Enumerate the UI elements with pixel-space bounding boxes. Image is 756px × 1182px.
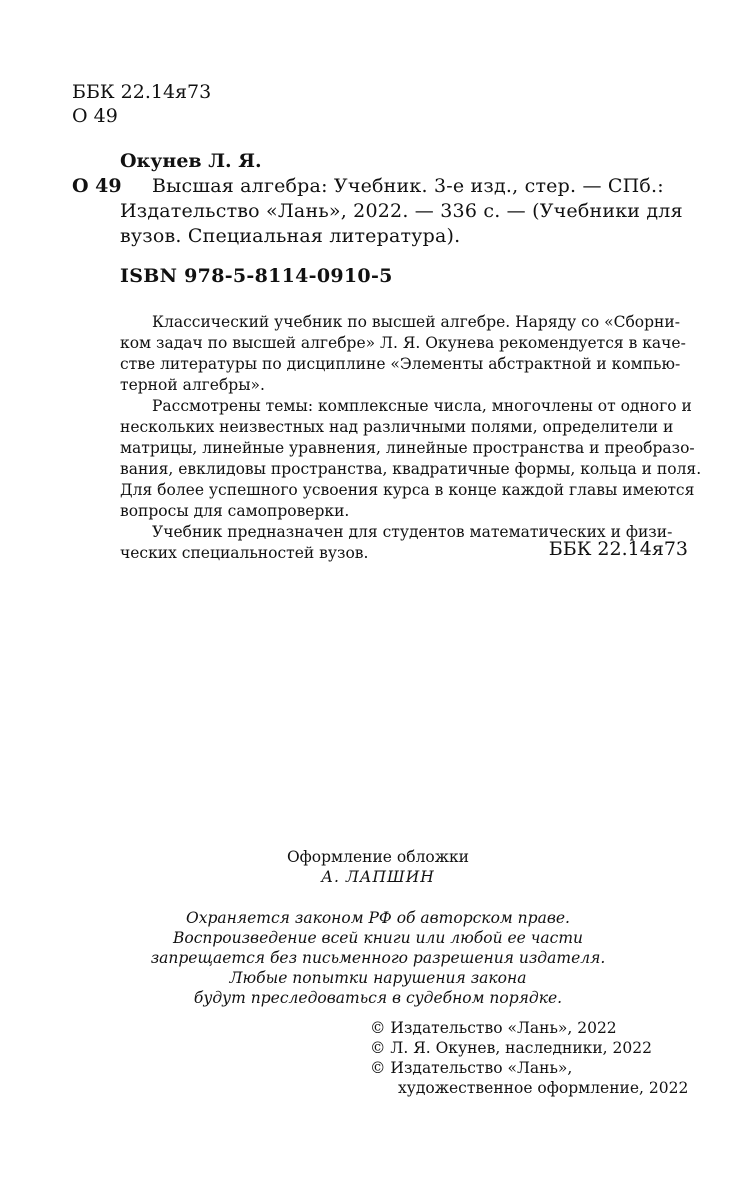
annotation-line: ком задач по высшей алгебре» Л. Я. Окунева рекомендуется в каче- [120, 334, 686, 352]
annotation-line: Для более успешного усвоения курса в конце каждой главы имеются [120, 481, 695, 499]
annotation-line: Рассмотрены темы: комплексные числа, многочлены от одного и [152, 397, 692, 415]
copyright-line: © Издательство «Лань», 2022 [370, 1019, 617, 1037]
annotation-line: стве литературы по дисциплине «Элементы абстрактной и компью- [120, 355, 681, 373]
annotation-line: матрицы, линейные уравнения, линейные пространства и преобразо- [120, 439, 695, 457]
annotation-line: Классический учебник по высшей алгебре. Наряду со «Сборни- [152, 313, 680, 331]
annotation-line: вания, евклидовы пространства, квадратичные формы, кольца и поля. [120, 460, 702, 478]
notice-line: запрещается без письменного разрешения издателя. [150, 949, 606, 967]
bib-line-2: Издательство «Лань», 2022. — 336 с. — (Учебники для [120, 200, 683, 222]
bib-line-1: Высшая алгебра: Учебник. 3-е изд., стер. — СПб.: [152, 175, 664, 197]
author-index: О 49 [72, 105, 118, 127]
copyright-line: © Издательство «Лань», [370, 1059, 573, 1077]
entry-index: О 49 [72, 175, 122, 197]
cover-design-label: Оформление обложки [286, 848, 470, 866]
bbk-code: ББК 22.14я73 [72, 81, 212, 103]
cover-designer-name: А. ЛАПШИН [321, 868, 435, 886]
notice-line: Любые попытки нарушения закона [229, 969, 527, 987]
notice-line: будут преследоваться в судебном порядке. [193, 989, 563, 1007]
annotation-line: Учебник предназначен для студентов математических и физи- [152, 523, 673, 541]
bbk-code-bottom: ББК 22.14я73 [548, 538, 688, 560]
notice-line: Воспроизведение всей книги или любой ее части [172, 929, 584, 947]
isbn: ISBN 978-5-8114-0910-5 [120, 265, 393, 287]
copyright-line: художественное оформление, 2022 [398, 1079, 689, 1097]
annotation-line: вопросы для самопроверки. [120, 502, 350, 520]
annotation-line: ческих специальностей вузов. [120, 544, 369, 562]
copyright-line: © Л. Я. Окунев, наследники, 2022 [370, 1039, 652, 1057]
author-name: Окунев Л. Я. [120, 150, 262, 172]
annotation-line: нескольких неизвестных над различными полями, определители и [120, 418, 674, 436]
notice-line: Охраняется законом РФ об авторском праве. [186, 909, 570, 927]
annotation-line: терной алгебры». [120, 376, 265, 394]
bib-line-3: вузов. Специальная литература). [120, 225, 461, 247]
